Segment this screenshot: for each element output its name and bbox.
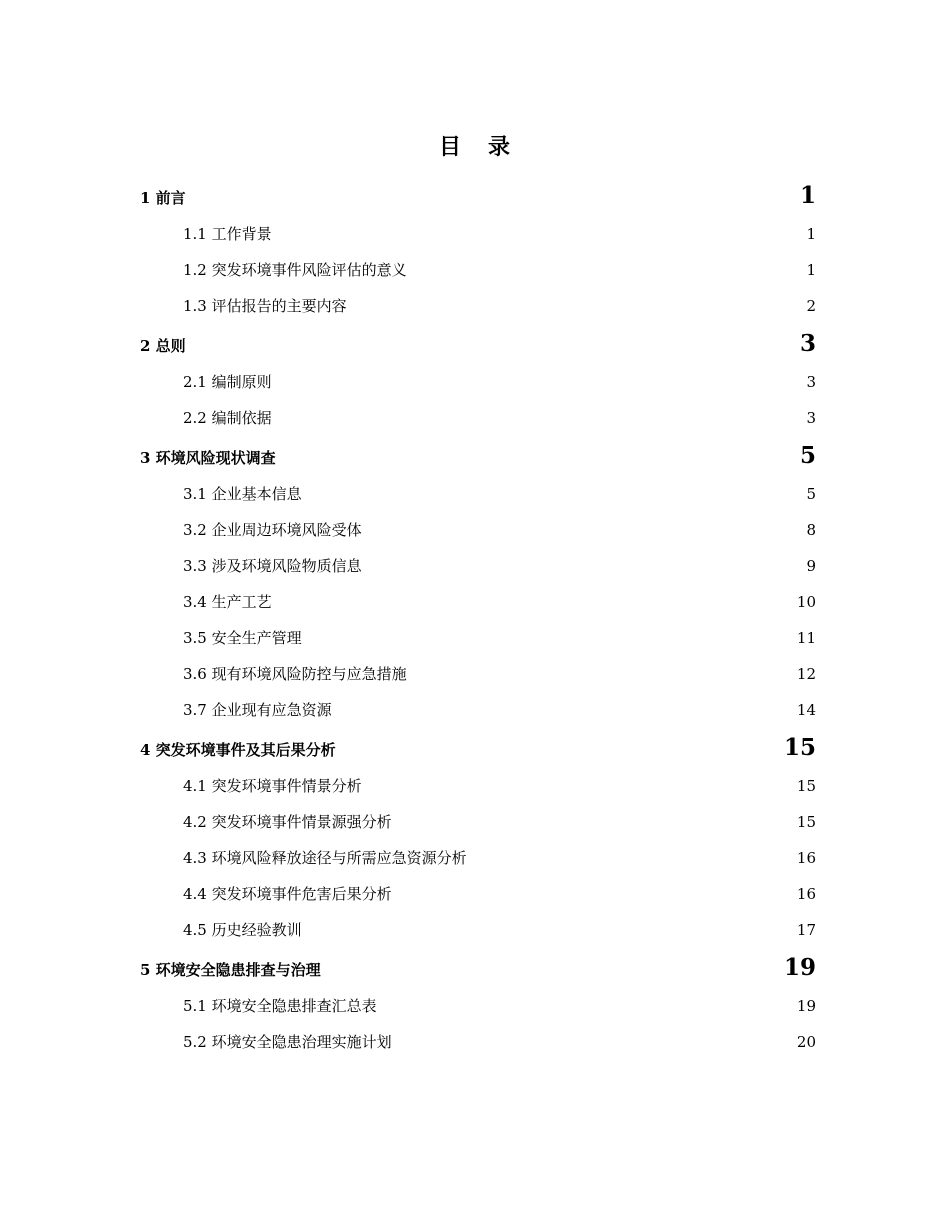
toc-page-number: 1: [799, 182, 816, 209]
toc-page-number: 9: [806, 557, 816, 575]
toc-section-entry[interactable]: [140, 912, 816, 948]
toc-page-number: 2: [806, 297, 816, 315]
toc-section-entry[interactable]: [140, 656, 816, 692]
toc-entry-label: 1.1 工作背景: [183, 225, 272, 243]
toc-page-number: 20: [796, 1033, 816, 1051]
toc-page-number: 11: [796, 629, 816, 647]
toc-page-number: 3: [799, 330, 816, 357]
toc-page-number: 10: [796, 593, 816, 611]
toc-page-number: 3: [806, 409, 816, 427]
toc-page-number: 17: [796, 921, 816, 939]
toc-entry-label: 3.5 安全生产管理: [183, 629, 302, 647]
toc-section-entry[interactable]: [140, 620, 816, 656]
toc-page-number: 3: [806, 373, 816, 391]
toc-page-number: 5: [806, 485, 816, 503]
toc-title-right: 录: [488, 134, 512, 160]
toc-page-number: 19: [796, 997, 816, 1015]
toc-entry-label: 2 总则: [140, 337, 186, 355]
toc-section-entry[interactable]: [140, 476, 816, 512]
toc-chapter-entry[interactable]: [140, 436, 816, 476]
toc-page-number: 19: [783, 954, 816, 981]
toc-entry-label: 1 前言: [140, 189, 186, 207]
toc-page-number: 15: [783, 734, 816, 761]
toc-section-entry[interactable]: [140, 840, 816, 876]
toc-chapter-entry[interactable]: [140, 176, 816, 216]
toc-entry-label: 3.2 企业周边环境风险受体: [183, 521, 362, 539]
toc-page-number: 1: [806, 261, 816, 279]
toc-section-entry[interactable]: [140, 252, 816, 288]
toc-title-left: 目: [438, 134, 462, 160]
toc-section-entry[interactable]: [140, 400, 816, 436]
table-of-contents: [140, 176, 816, 1060]
toc-entry-label: 5.2 环境安全隐患治理实施计划: [183, 1033, 392, 1051]
toc-entry-label: 4.2 突发环境事件情景源强分析: [183, 813, 392, 831]
toc-section-entry[interactable]: [140, 288, 816, 324]
toc-entry-label: 4.4 突发环境事件危害后果分析: [183, 885, 392, 903]
toc-entry-label: 3.3 涉及环境风险物质信息: [183, 557, 362, 575]
toc-entry-label: 3.1 企业基本信息: [183, 485, 302, 503]
toc-entry-label: 4.5 历史经验教训: [183, 921, 302, 939]
toc-section-entry[interactable]: [140, 364, 816, 400]
toc-page-number: 16: [796, 849, 816, 867]
toc-chapter-entry[interactable]: [140, 324, 816, 364]
toc-chapter-entry[interactable]: [140, 728, 816, 768]
toc-entry-label: 2.1 编制原则: [183, 373, 272, 391]
toc-section-entry[interactable]: [140, 876, 816, 912]
toc-entry-label: 5.1 环境安全隐患排查汇总表: [183, 997, 377, 1015]
toc-section-entry[interactable]: [140, 692, 816, 728]
toc-page-number: 14: [796, 701, 816, 719]
toc-entry-label: 3.6 现有环境风险防控与应急措施: [183, 665, 407, 683]
toc-chapter-entry[interactable]: [140, 948, 816, 988]
toc-page-number: 16: [796, 885, 816, 903]
toc-section-entry[interactable]: [140, 548, 816, 584]
toc-entry-label: 1.2 突发环境事件风险评估的意义: [183, 261, 407, 279]
toc-entry-label: 2.2 编制依据: [183, 409, 272, 427]
toc-section-entry[interactable]: [140, 1024, 816, 1060]
toc-entry-label: 4.3 环境风险释放途径与所需应急资源分析: [183, 849, 467, 867]
toc-title: [0, 130, 950, 161]
toc-page-number: 15: [796, 813, 816, 831]
toc-section-entry[interactable]: [140, 804, 816, 840]
toc-entry-label: 4.1 突发环境事件情景分析: [183, 777, 362, 795]
toc-page-number: 8: [806, 521, 816, 539]
toc-entry-label: 3.7 企业现有应急资源: [183, 701, 332, 719]
toc-entry-label: 5 环境安全隐患排查与治理: [140, 961, 321, 979]
toc-entry-label: 1.3 评估报告的主要内容: [183, 297, 347, 315]
toc-page-number: 12: [796, 665, 816, 683]
toc-section-entry[interactable]: [140, 584, 816, 620]
toc-section-entry[interactable]: [140, 216, 816, 252]
toc-entry-label: 3 环境风险现状调查: [140, 449, 276, 467]
toc-page-number: 5: [799, 442, 816, 469]
toc-section-entry[interactable]: [140, 768, 816, 804]
toc-page-number: 15: [796, 777, 816, 795]
toc-entry-label: 4 突发环境事件及其后果分析: [140, 741, 336, 759]
toc-section-entry[interactable]: [140, 512, 816, 548]
toc-entry-label: 3.4 生产工艺: [183, 593, 272, 611]
toc-section-entry[interactable]: [140, 988, 816, 1024]
toc-page-number: 1: [806, 225, 816, 243]
